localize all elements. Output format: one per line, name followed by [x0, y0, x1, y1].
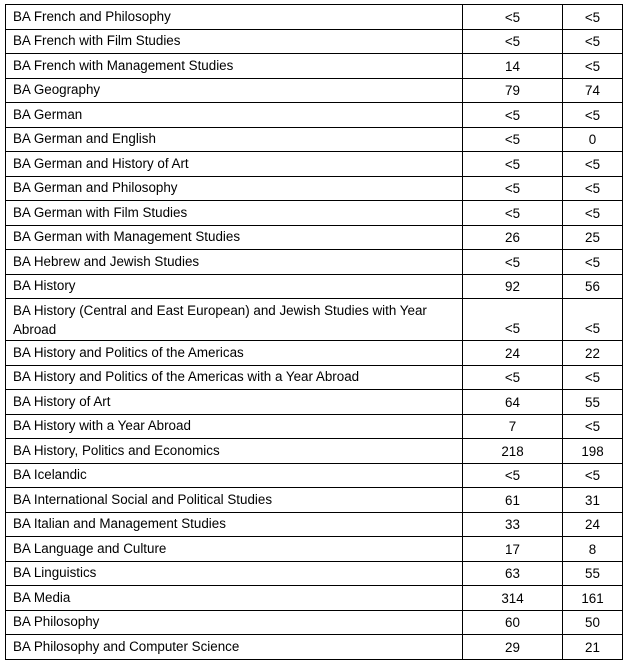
course-name-cell: BA History and Politics of the Americas [6, 341, 463, 366]
value-cell-col1: <5 [463, 103, 563, 128]
value-cell-col1: <5 [463, 365, 563, 390]
value-cell-col2: <5 [563, 365, 623, 390]
value-cell-col2: <5 [563, 176, 623, 201]
table-row [6, 610, 623, 635]
value-cell-col1: 29 [463, 635, 563, 660]
course-name-cell: BA French with Management Studies [6, 54, 463, 79]
value-cell-col1: <5 [463, 152, 563, 177]
table-row [6, 365, 623, 390]
value-cell-col1: 79 [463, 78, 563, 103]
value-cell-col1: 14 [463, 54, 563, 79]
value-cell-col2: <5 [563, 103, 623, 128]
value-cell-col1: 26 [463, 225, 563, 250]
value-cell-col1: 314 [463, 586, 563, 611]
value-cell-col1: 63 [463, 561, 563, 586]
course-name-cell: BA German with Management Studies [6, 225, 463, 250]
course-name-cell: BA German with Film Studies [6, 201, 463, 226]
value-cell-col2: <5 [563, 201, 623, 226]
course-name-cell: BA Hebrew and Jewish Studies [6, 250, 463, 275]
value-cell-col2: 56 [563, 274, 623, 299]
table-row [6, 537, 623, 562]
value-cell-col2: <5 [563, 299, 623, 341]
course-name-cell: BA French and Philosophy [6, 5, 463, 30]
table-row [6, 299, 623, 341]
course-name-cell: BA History, Politics and Economics [6, 439, 463, 464]
value-cell-col2: 31 [563, 488, 623, 513]
value-cell-col2: <5 [563, 414, 623, 439]
table-row [6, 176, 623, 201]
value-cell-col1: <5 [463, 29, 563, 54]
table-row [6, 103, 623, 128]
value-cell-col1: 92 [463, 274, 563, 299]
table-row [6, 463, 623, 488]
course-name-cell: BA Language and Culture [6, 537, 463, 562]
value-cell-col2: <5 [563, 463, 623, 488]
value-cell-col2: 55 [563, 561, 623, 586]
course-name-cell: BA History [6, 274, 463, 299]
table-row [6, 250, 623, 275]
course-name-cell: BA International Social and Political Studies [6, 488, 463, 513]
table-row [6, 561, 623, 586]
value-cell-col1: 218 [463, 439, 563, 464]
table-row [6, 5, 623, 30]
value-cell-col1: 64 [463, 390, 563, 415]
value-cell-col1: 61 [463, 488, 563, 513]
value-cell-col2: 161 [563, 586, 623, 611]
value-cell-col2: 0 [563, 127, 623, 152]
programme-table [5, 4, 623, 660]
value-cell-col1: 17 [463, 537, 563, 562]
course-name-cell: BA German [6, 103, 463, 128]
course-name-cell: BA German and English [6, 127, 463, 152]
value-cell-col1: <5 [463, 5, 563, 30]
value-cell-col2: 24 [563, 512, 623, 537]
value-cell-col1: 7 [463, 414, 563, 439]
value-cell-col1: <5 [463, 250, 563, 275]
table-row [6, 512, 623, 537]
course-name-cell: BA Geography [6, 78, 463, 103]
course-name-cell: BA History with a Year Abroad [6, 414, 463, 439]
course-name-cell: BA Linguistics [6, 561, 463, 586]
value-cell-col1: <5 [463, 201, 563, 226]
table-row [6, 225, 623, 250]
value-cell-col2: 21 [563, 635, 623, 660]
value-cell-col2: 22 [563, 341, 623, 366]
value-cell-col2: 25 [563, 225, 623, 250]
value-cell-col1: <5 [463, 127, 563, 152]
course-name-cell: BA Italian and Management Studies [6, 512, 463, 537]
value-cell-col2: 74 [563, 78, 623, 103]
value-cell-col2: 55 [563, 390, 623, 415]
table-row [6, 29, 623, 54]
value-cell-col2: 198 [563, 439, 623, 464]
course-name-cell: BA German and Philosophy [6, 176, 463, 201]
table-row [6, 274, 623, 299]
value-cell-col2: <5 [563, 152, 623, 177]
table-row [6, 635, 623, 660]
table-row [6, 390, 623, 415]
course-name-cell: BA History (Central and East European) and Jewish Studies with Year Abroad [6, 299, 463, 341]
course-name-cell: BA Icelandic [6, 463, 463, 488]
value-cell-col1: 33 [463, 512, 563, 537]
value-cell-col1: 24 [463, 341, 563, 366]
table-row [6, 488, 623, 513]
value-cell-col1: 60 [463, 610, 563, 635]
table-row [6, 439, 623, 464]
value-cell-col2: <5 [563, 29, 623, 54]
course-name-cell: BA History of Art [6, 390, 463, 415]
table-row [6, 341, 623, 366]
course-name-cell: BA History and Politics of the Americas with a Year Abroad [6, 365, 463, 390]
value-cell-col1: <5 [463, 299, 563, 341]
value-cell-col2: 8 [563, 537, 623, 562]
table-row [6, 201, 623, 226]
course-name-cell: BA German and History of Art [6, 152, 463, 177]
value-cell-col2: <5 [563, 54, 623, 79]
value-cell-col2: <5 [563, 250, 623, 275]
course-name-cell: BA Media [6, 586, 463, 611]
table-body [6, 5, 623, 660]
course-name-cell: BA Philosophy [6, 610, 463, 635]
value-cell-col2: 50 [563, 610, 623, 635]
table-row [6, 127, 623, 152]
value-cell-col1: <5 [463, 176, 563, 201]
table-row [6, 586, 623, 611]
table-row [6, 414, 623, 439]
course-name-cell: BA Philosophy and Computer Science [6, 635, 463, 660]
value-cell-col2: <5 [563, 5, 623, 30]
table-row [6, 78, 623, 103]
table-row [6, 152, 623, 177]
value-cell-col1: <5 [463, 463, 563, 488]
course-name-cell: BA French with Film Studies [6, 29, 463, 54]
table-row [6, 54, 623, 79]
